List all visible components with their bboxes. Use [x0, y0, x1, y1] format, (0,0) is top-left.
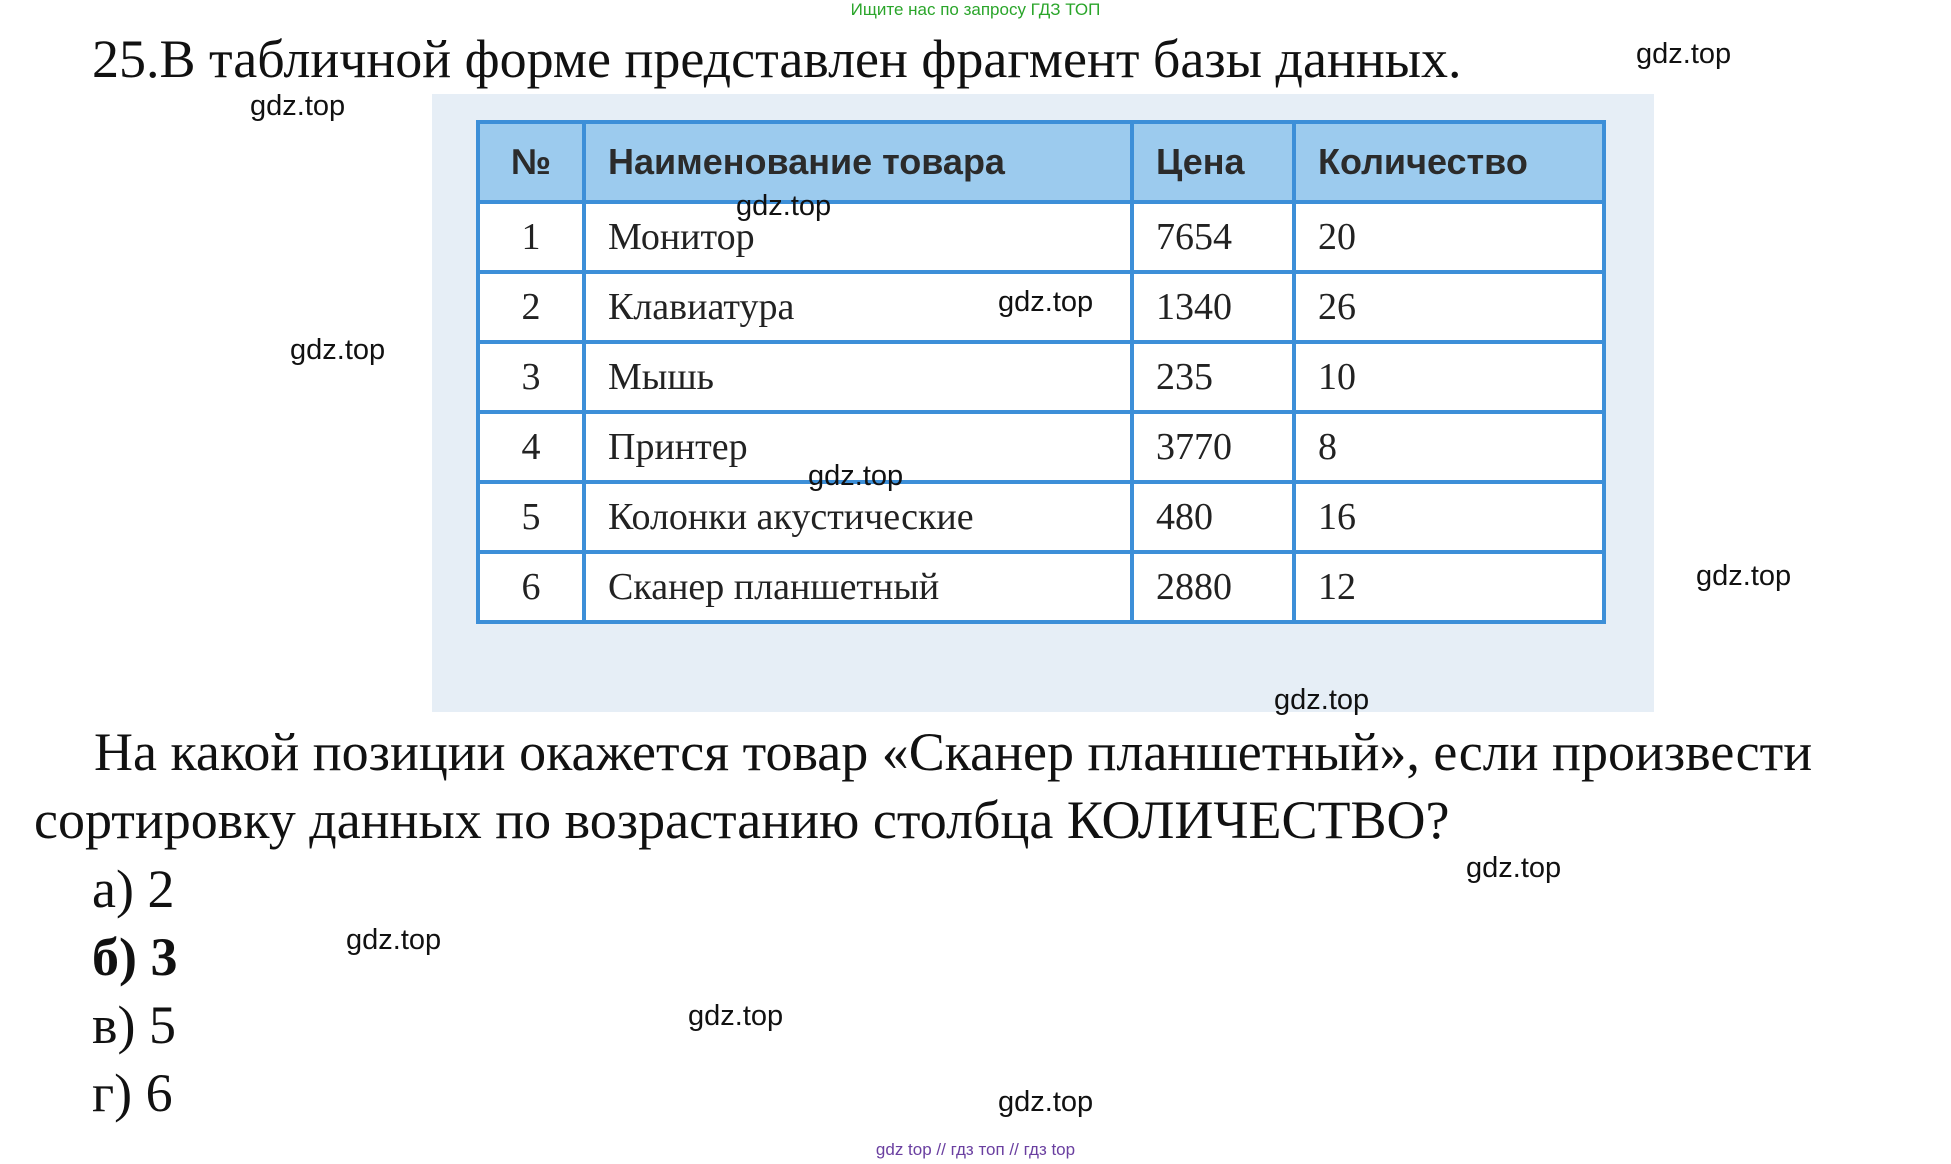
watermark: gdz.top [998, 286, 1094, 318]
answer-option-b-correct: б) 3 [92, 927, 178, 987]
watermark: gdz.top [1636, 38, 1732, 70]
cell-quantity: 8 [1294, 412, 1604, 482]
watermark: gdz.top [1696, 560, 1792, 592]
answer-option-g: г) 6 [92, 1063, 173, 1123]
cell-name: Клавиатура [584, 272, 1132, 342]
table-row [478, 482, 1604, 552]
cell-quantity: 26 [1294, 272, 1604, 342]
cell-price: 2880 [1132, 552, 1294, 622]
column-header-price: Цена [1132, 122, 1294, 202]
watermark: gdz.top [1274, 684, 1370, 716]
watermark: gdz.top [808, 460, 904, 492]
cell-num: 2 [478, 272, 584, 342]
cell-price: 235 [1132, 342, 1294, 412]
cell-name: Монитор [584, 202, 1132, 272]
cell-quantity: 16 [1294, 482, 1604, 552]
cell-num: 5 [478, 482, 584, 552]
column-header-num: № [478, 122, 584, 202]
table-header-row [478, 122, 1604, 202]
table-row [478, 552, 1604, 622]
search-hint-link[interactable]: Ищите нас по запросу ГДЗ ТОП [850, 0, 1101, 19]
watermark: gdz.top [250, 90, 346, 122]
watermark: gdz.top [1466, 852, 1562, 884]
table-row [478, 202, 1604, 272]
cell-price: 480 [1132, 482, 1294, 552]
cell-price: 1340 [1132, 272, 1294, 342]
cell-name: Колонки акустические [584, 482, 1132, 552]
cell-price: 7654 [1132, 202, 1294, 272]
column-header-quantity: Количество [1294, 122, 1604, 202]
cell-num: 3 [478, 342, 584, 412]
cell-quantity: 12 [1294, 552, 1604, 622]
watermark: gdz.top [736, 190, 832, 222]
footer-links[interactable]: gdz top // гдз топ // гдз top [875, 1140, 1076, 1159]
watermark: gdz.top [998, 1086, 1094, 1118]
cell-name: Сканер планшетный [584, 552, 1132, 622]
goods-table [476, 120, 1606, 624]
task-title: 25.В табличной форме представлен фрагмент базы данных. [92, 29, 1462, 89]
watermark: gdz.top [346, 924, 442, 956]
cell-num: 6 [478, 552, 584, 622]
watermark: gdz.top [290, 334, 386, 366]
cell-name: Принтер [584, 412, 1132, 482]
cell-quantity: 20 [1294, 202, 1604, 272]
table-row [478, 342, 1604, 412]
table-row [478, 412, 1604, 482]
cell-quantity: 10 [1294, 342, 1604, 412]
cell-price: 3770 [1132, 412, 1294, 482]
cell-num: 1 [478, 202, 584, 272]
watermark: gdz.top [688, 1000, 784, 1032]
question-text: На какой позиции окажется товар «Сканер планшетный», если произвести сортировку данных по возрастанию столбца КОЛИЧЕСТВО? [34, 722, 1813, 850]
cell-name: Мышь [584, 342, 1132, 412]
answer-option-a: а) 2 [92, 859, 175, 919]
answer-option-v: в) 5 [92, 995, 176, 1055]
cell-num: 4 [478, 412, 584, 482]
column-header-name: Наименование товара [584, 122, 1132, 202]
